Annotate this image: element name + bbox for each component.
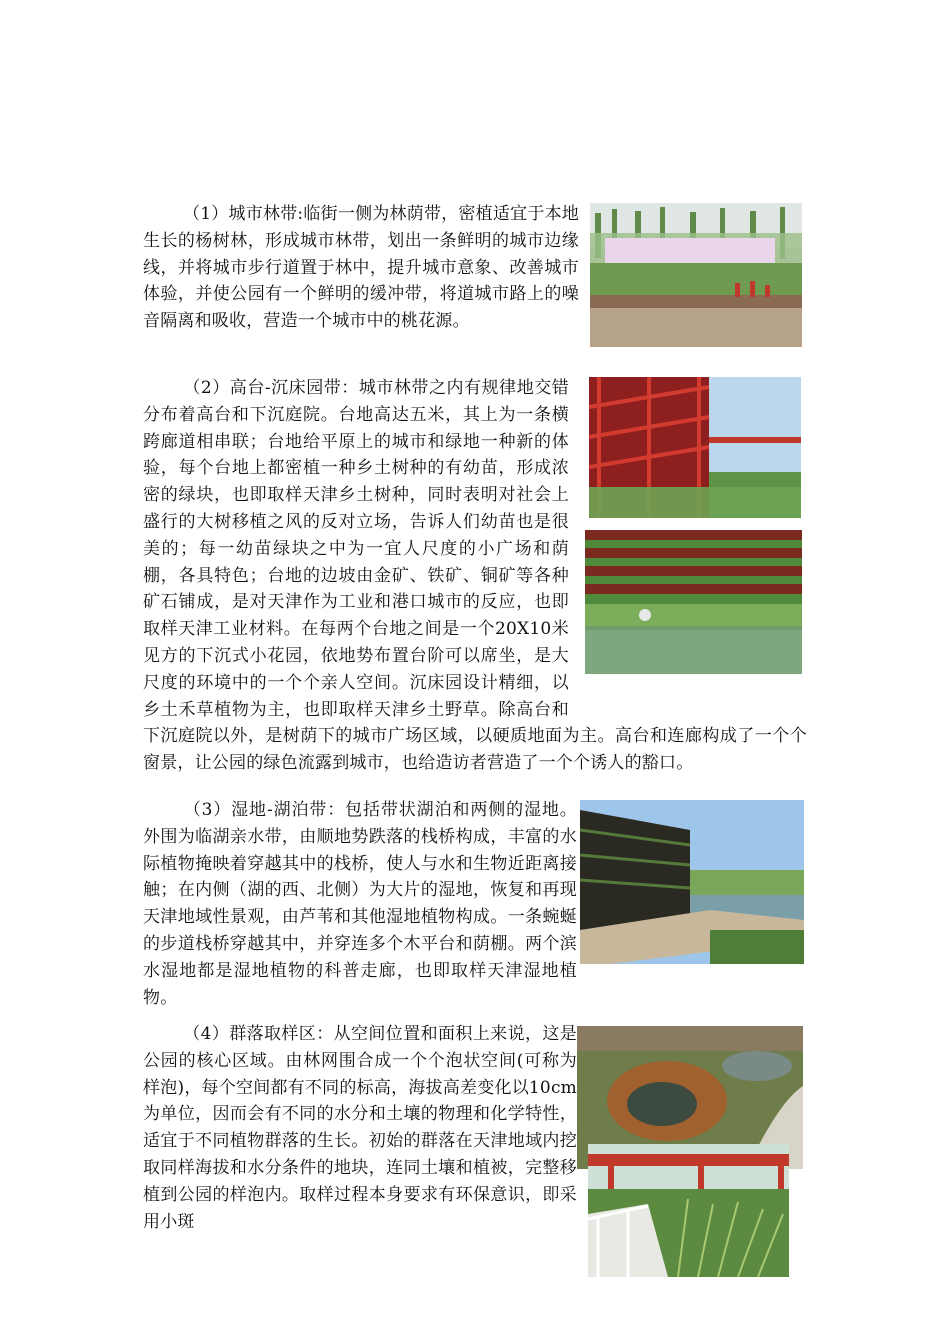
- section-4-paragraph: （4）群落取样区：从空间位置和面积上来说，这是公园的核心区域。由林网围合成一个个泡状空间(可称为样泡)，每个空间都有不同的标高，海拔高差变化以10cm为单位，因而会有不同的水分和土壤的物理和化学特性，适宜于不同植物群落的生长。初始的群落在天津地域内挖取同样海拔和水分条件的地块，连同土壤和植被，完整移植到公园的样泡内。取样过程本身要求有环保意识，即采用小斑: [143, 1024, 577, 1232]
- photo-white-boardwalk-reeds: [588, 1144, 789, 1277]
- photo-wetland-boardwalk: [580, 800, 804, 964]
- section-2-paragraph: （2）高台-沉床园带：城市林带之内有规律地交错分布着高台和下沉庭院。台地高达五米，其上为一条横跨廊道相串联；台地给平原上的城市和绿地一种新的体验，每个台地上都密植一种乡土树种的有幼苗，形成浓密的绿块，也即取样天津乡土树种，同时表明对社会上盛行的大树移植之风的反对立场，告诉人们幼苗也是很美的；每一幼苗绿块之中为一宜人尺度的小广场和荫棚，各具特色；台地的边坡由金矿、铁矿、铜矿等各种矿石铺成，是对天津作为工业和港口城市的反应，也即取样天津工业材料。在每两个台地之间是一个20X10米见方的下沉式小花园，依地势布置台阶可以席坐，是大尺度的环境中的一个个亲人空间。沉床园设计精细，以乡土禾草植物为主，也即取样天津乡土野草。除高台和下沉庭院以外，是树荫下的城市广场区域，以硬质地面为主。高台和连廊构成了一个个窗景，让公园的绿色流露到城市，也给造访者营造了一个个诱人的豁口。: [143, 375, 807, 777]
- photo-terraced-terrace-lake: [585, 530, 802, 674]
- section-3-paragraph: （3）湿地-湖泊带：包括带状湖泊和两侧的湿地。外围为临湖亲水带，由顺地势跌落的栈桥构成，丰富的水际植物掩映着穿越其中的栈桥，使人与水和生物近距离接触；在内侧（湖的西、北侧）为大片的湿地，恢复和再现天津地域性景观，由芦苇和其他湿地植物构成。一条蜿蜒的步道栈桥穿越其中，并穿连多个木平台和荫棚。两个滨水湿地都是湿地植物的科普走廊，也即取样天津湿地植物。: [143, 800, 577, 1008]
- photo-city-forest-belt: [590, 203, 802, 347]
- photo-red-stair-platform: [589, 377, 801, 518]
- section-1-paragraph: （1）城市林带:临街一侧为林荫带，密植适宜于本地生长的杨树林，形成城市林带，划出一条鲜明的城市边缘线，并将城市步行道置于林中，提升城市意象、改善城市体验，并使公园有一个鲜明的缓冲带，将道城市路上的噪音隔离和吸收，营造一个城市中的桃花源。: [143, 204, 579, 332]
